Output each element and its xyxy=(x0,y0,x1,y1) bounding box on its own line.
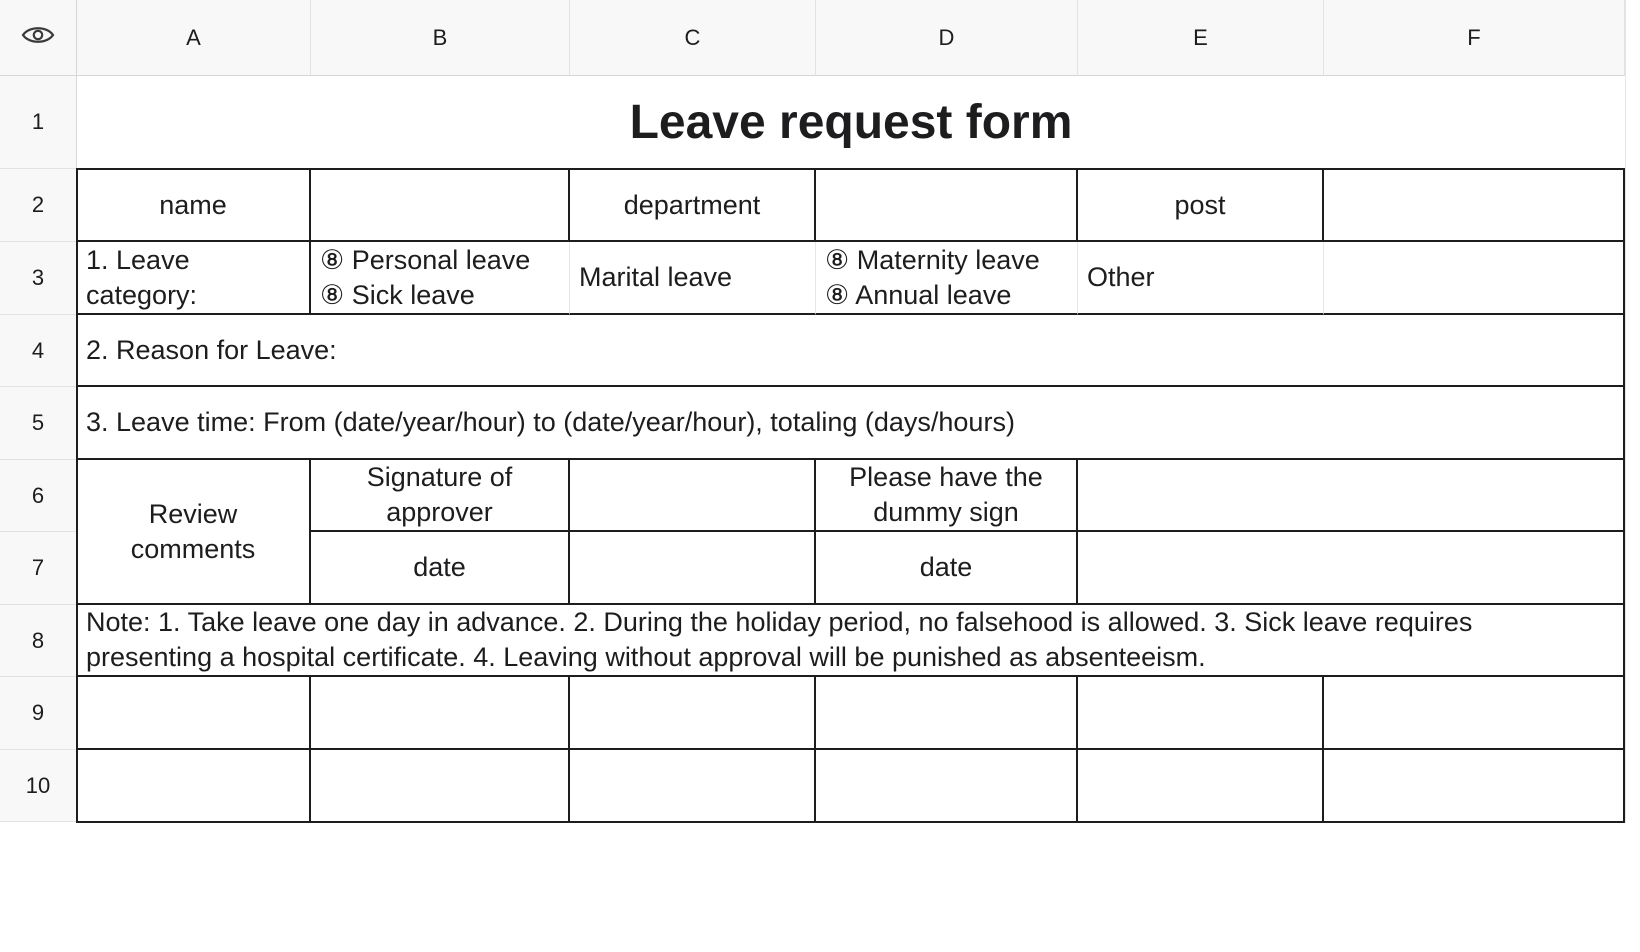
review-comments-line: Review xyxy=(148,498,238,529)
leave-options-d xyxy=(825,243,1040,313)
cell-c2[interactable] xyxy=(570,170,816,242)
cell-f10[interactable] xyxy=(1324,750,1625,823)
row-header-3[interactable] xyxy=(0,242,77,315)
leave-category-line: 1. Leave xyxy=(86,244,190,275)
row-header-label: 7 xyxy=(31,555,45,580)
leave-category-line: category: xyxy=(86,279,198,310)
row-header-10[interactable] xyxy=(0,750,77,822)
column-header-label: E xyxy=(1193,24,1208,50)
sick-leave-option[interactable]: ⑧ Sick leave xyxy=(320,279,475,310)
cell-b7[interactable] xyxy=(311,532,570,605)
cell-b2-name-value[interactable] xyxy=(311,170,570,242)
column-header-d[interactable] xyxy=(816,0,1078,76)
column-header-label: A xyxy=(186,24,201,50)
column-header-label: F xyxy=(1467,24,1481,50)
cell-a10[interactable] xyxy=(77,750,311,823)
cell-c10[interactable] xyxy=(570,750,816,823)
cell-f2-post-value[interactable] xyxy=(1324,170,1625,242)
table-border-left xyxy=(76,168,78,823)
maternity-leave-option[interactable]: ⑧ Maternity leave xyxy=(825,244,1040,275)
cell-b6[interactable] xyxy=(311,460,570,532)
row-header-9[interactable] xyxy=(0,677,77,750)
reason-for-leave-label: 2. Reason for Leave: xyxy=(86,334,337,365)
eye-icon[interactable] xyxy=(21,24,55,51)
cell-ef6-dummy-sign-value[interactable] xyxy=(1078,460,1625,532)
row-header-1[interactable] xyxy=(0,76,77,169)
signature-line: approver xyxy=(386,497,493,527)
row-header-label: 8 xyxy=(31,627,45,653)
column-header-label: C xyxy=(684,24,701,50)
note-line: Note: 1. Take leave one day in advance. 2. During the holiday period, no falsehood is allowed. 3. Sick leave requires xyxy=(86,607,1473,637)
dummy-sign-line: dummy sign xyxy=(873,497,1019,527)
cell-b10[interactable] xyxy=(311,750,570,823)
leave-category-label xyxy=(86,243,197,313)
note-line: presenting a hospital certificate. 4. Leaving without approval will be punished as absenteeism. xyxy=(86,642,1206,672)
signature-line: Signature of xyxy=(366,462,513,492)
column-header-f[interactable] xyxy=(1324,0,1625,76)
cell-f3[interactable] xyxy=(1324,242,1625,315)
column-header-b[interactable] xyxy=(311,0,570,76)
cell-e3[interactable] xyxy=(1078,242,1324,315)
cell-d7[interactable] xyxy=(816,532,1078,605)
column-header-label: D xyxy=(938,24,955,50)
row-header-5[interactable] xyxy=(0,387,77,460)
row-header-label: 1 xyxy=(31,109,45,134)
cell-d6[interactable] xyxy=(816,460,1078,532)
leave-time-label: 3. Leave time: From (date/year/hour) to (date/year/hour), totaling (days/hours) xyxy=(86,407,1015,437)
cell-e9[interactable] xyxy=(1078,677,1324,750)
column-header-c[interactable] xyxy=(570,0,816,76)
note-text xyxy=(86,605,1472,675)
cell-c6-signature-value[interactable] xyxy=(570,460,816,532)
row-header-label: 3 xyxy=(31,265,45,290)
name-label: name xyxy=(159,189,227,220)
cell-f9[interactable] xyxy=(1324,677,1625,750)
form-title: Leave request form xyxy=(629,95,1073,149)
review-comments-label xyxy=(131,497,256,567)
row-header-6[interactable] xyxy=(0,460,77,532)
cell-d3[interactable] xyxy=(816,242,1078,315)
cell-reason[interactable] xyxy=(77,315,1625,387)
row-header-2[interactable] xyxy=(0,169,77,242)
cell-d2-department-value[interactable] xyxy=(816,170,1078,242)
row-header-label: 9 xyxy=(31,700,45,725)
cell-note[interactable] xyxy=(77,605,1625,677)
post-label: post xyxy=(1174,189,1226,220)
cell-d10[interactable] xyxy=(816,750,1078,823)
column-header-e[interactable] xyxy=(1078,0,1324,76)
personal-leave-option[interactable]: ⑧ Personal leave xyxy=(320,244,531,275)
cell-e10[interactable] xyxy=(1078,750,1324,823)
dummy-sign-label xyxy=(849,460,1043,530)
cell-ef7-date-value[interactable] xyxy=(1078,532,1625,605)
cell-leave-time[interactable] xyxy=(77,387,1625,460)
cell-title[interactable] xyxy=(77,76,1625,170)
cell-e2[interactable] xyxy=(1078,170,1324,242)
column-header-a[interactable] xyxy=(77,0,311,76)
marital-leave-option[interactable]: Marital leave xyxy=(579,262,733,292)
cell-a2[interactable] xyxy=(77,170,311,242)
dummy-sign-line: Please have the xyxy=(849,462,1043,492)
row-header-label: 2 xyxy=(31,192,45,217)
row-header-label: 5 xyxy=(31,410,45,435)
department-label: department xyxy=(623,189,761,220)
cell-a9[interactable] xyxy=(77,677,311,750)
cell-c3[interactable] xyxy=(570,242,816,315)
sheet-right-edge xyxy=(1625,0,1626,823)
review-comments-line: comments xyxy=(130,533,256,564)
date-label-right: date xyxy=(919,552,973,582)
date-label-left: date xyxy=(413,552,466,582)
cell-c9[interactable] xyxy=(570,677,816,750)
row-header-7[interactable] xyxy=(0,532,77,605)
annual-leave-option[interactable]: ⑧ Annual leave xyxy=(825,279,1012,310)
cell-c7-date-value[interactable] xyxy=(570,532,816,605)
other-leave-option[interactable]: Other xyxy=(1087,262,1155,292)
cell-a3[interactable] xyxy=(77,242,311,315)
row-header-4[interactable] xyxy=(0,315,77,387)
cell-d9[interactable] xyxy=(816,677,1078,750)
signature-of-approver-label xyxy=(367,460,513,530)
cell-b9[interactable] xyxy=(311,677,570,750)
row-header-label: 6 xyxy=(31,482,45,508)
select-all-corner[interactable] xyxy=(0,0,77,76)
cell-b3[interactable] xyxy=(311,242,570,315)
table-border-top xyxy=(76,168,1625,170)
cell-review-comments[interactable] xyxy=(77,460,311,605)
row-header-label: 4 xyxy=(31,337,45,363)
leave-options-b xyxy=(320,243,530,313)
column-header-label: B xyxy=(432,24,448,50)
row-header-8[interactable] xyxy=(0,605,77,677)
row-header-label: 10 xyxy=(25,772,51,798)
